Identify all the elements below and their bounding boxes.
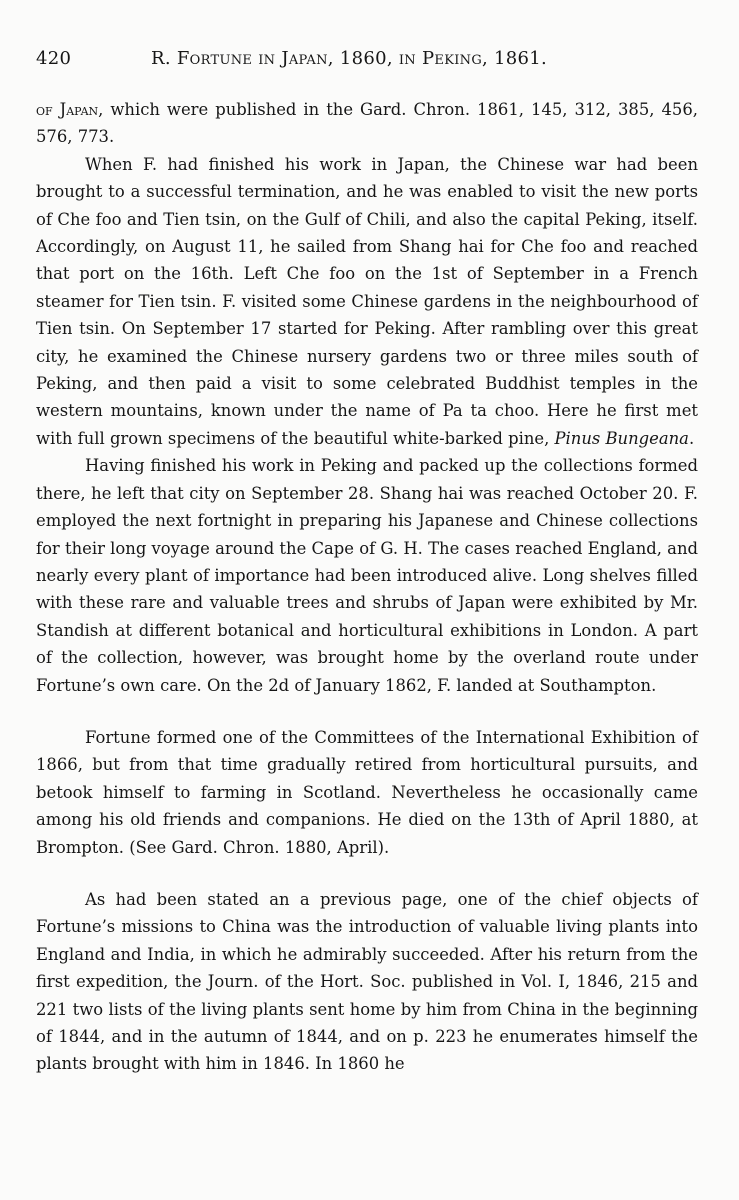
running-title: R. Fortune in Japan, 1860, in Peking, 1861. bbox=[151, 48, 548, 69]
paragraph-text: As had been stated an a previous page, one of the chief objects of Fortune’s missions to China was the introduction of valuable living plants into England and India, in which he admirably succeeded. After his return from the first expedition, the Journ. of the Hort. Soc. published in Vol. I, 1846, 215 and 221 two lists of the living plants sent home by him from China in the beginning of 1844, and in the autumn of 1844, and on p. 223 he enumerates himself the plants brought with him in 1846. In 1860 he bbox=[36, 889, 698, 1074]
italic-species-name: Pinus Bungeana bbox=[554, 428, 689, 448]
paragraph-continuation bbox=[36, 96, 698, 151]
paragraph-return-journey bbox=[36, 452, 698, 699]
paragraph-living-plants bbox=[36, 886, 698, 1078]
body-text bbox=[36, 96, 698, 1078]
paragraph-visit-peking bbox=[36, 151, 698, 452]
paragraph-later-life bbox=[36, 724, 698, 861]
paragraph-text: Fortune formed one of the Committees of the International Exhibition of 1866, but from that time gradually retired from horticultural pursuits, and betook himself to farming in Scotland. Nevertheless he occasionally came among his old friends and companions. He died on the 13th of April 1880, at Brompton. (See Gard. Chron. 1880, April). bbox=[36, 727, 698, 857]
running-head bbox=[36, 46, 696, 72]
paragraph-text: When F. had finished his work in Japan, the Chinese war had been brought to a successful termination, and he was enabled to visit the new ports of Che foo and Tien tsin, on the Gulf of Chili, and also the capital Peking, itself. Accordingly, on August 11, he sailed from Shang hai for Che foo and reached that port on the 16th. Left Che foo on the 1st of September in a French steamer for Tien tsin. F. visited some Chinese gardens in the neighbourhood of Tien tsin. On September 17 started for Peking. After rambling over this great city, he examined the Chinese nursery gardens two or three miles south of Peking, and then paid a visit to some celebrated Buddhist temples in the western mountains, known under the name of Pa ta choo. Here he first met with full grown specimens of the beautiful white-barked pine, bbox=[36, 154, 698, 448]
paragraph-end: . bbox=[688, 428, 695, 448]
page-number: 420 bbox=[36, 48, 72, 69]
paragraph-text: Having finished his work in Peking and packed up the collections formed there, he left that city on September 28. Shang hai was reached October 20. F. employed the next fortnight in preparing his Japanese and Chinese collections for their long voyage around the Cape of G. H. The cases reached England, and nearly every plant of importance had been introduced alive. Long shelves filled with these rare and valuable trees and shrubs of Japan were exhibited by Mr. Standish at different botanical and horticultural exhibitions in London. A part of the collection, however, was brought home by the overland route under Fortune’s own care. On the 2d of January 1862, F. landed at Southampton. bbox=[36, 456, 698, 695]
small-caps-text: of Japan bbox=[36, 100, 99, 119]
paragraph-text: , which were published in the Gard. Chron. 1861, 145, 312, 385, 456, 576, 773. bbox=[36, 100, 698, 147]
